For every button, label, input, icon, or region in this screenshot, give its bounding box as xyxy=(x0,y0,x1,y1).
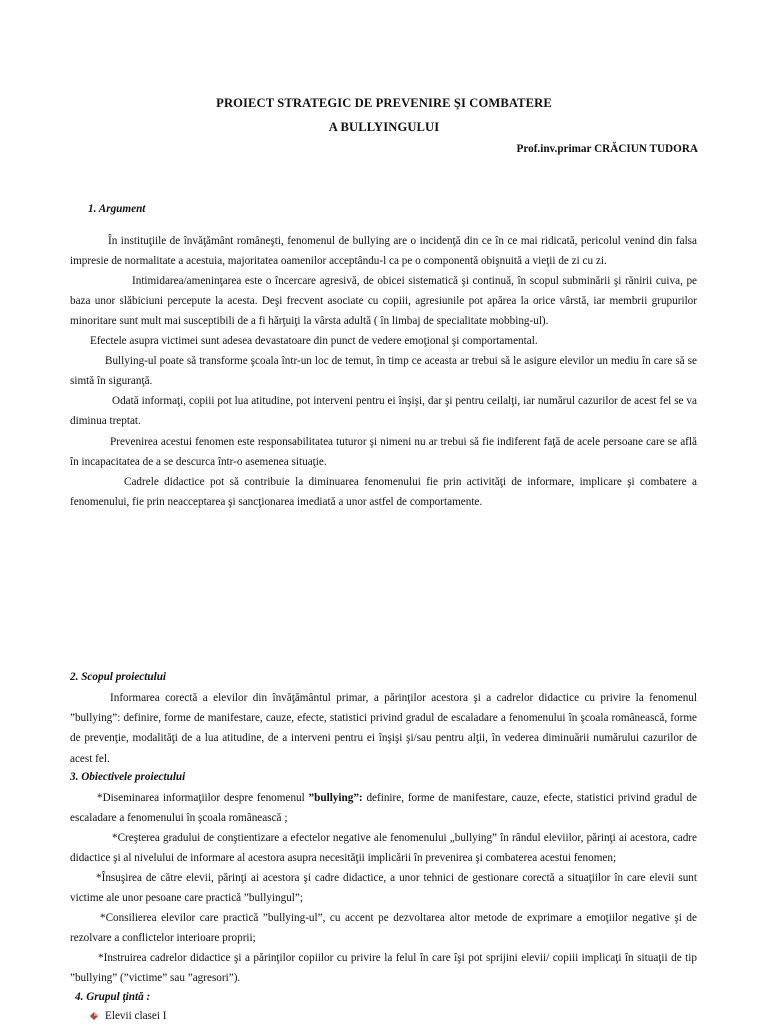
list-item xyxy=(90,1010,167,1022)
document-title-line2: A BULLYINGULUI xyxy=(328,120,440,134)
target-group-list xyxy=(90,1010,167,1022)
objective-1-rest: definire, forme de manifestare, cauze, efecte, statistici privind gradul de escaladare a fenomenului în şcoala românească ; xyxy=(70,792,697,824)
section1-paragraph-4: Bullying-ul poate să transforme şcoala într-un loc de temut, în timp ce aceasta ar trebui să le asigure elevilor un mediu în care să se simtă în siguranţă. xyxy=(70,355,697,388)
objective-1 xyxy=(70,789,697,828)
objective-2: *Creşterea gradului de conştientizare a efectelor negative ale fenomenului „bullying” în rândul eleviilor, părinţi ai acestora, cadre didactice şi al nivelului de informare al acestora asupra necesităţii implicării în prevenirea şi combaterea acestui fenomen; xyxy=(70,832,697,864)
section1-heading: 1. Argument xyxy=(88,203,146,215)
section1-paragraph-1: În instituţiile de învăţământ româneşti, fenomenul de bullying are o incidenţă din ce în ce mai ridicată, pericolul venind din falsa impresie de normalitate a acestuia, majoritatea oamenilor acceptându-l ca pe o componentă obişnuită a vieţii de zi cu zi. xyxy=(70,235,697,268)
multicolor-diamond-bullet-icon xyxy=(90,1012,98,1020)
section1-paragraph-6: Prevenirea acestui fenomen este responsabilitatea tuturor şi nimeni nu ar trebui să fie indiferent faţă de acele persoane care se află în incapacitatea de a se descurca într-o asemenea situaţie. xyxy=(70,436,697,469)
objective-1-prefix: *Diseminarea informaţiilor despre fenomenul xyxy=(97,792,309,804)
document-title-line1: PROIECT STRATEGIC DE PREVENIRE ŞI COMBATERE xyxy=(216,96,552,110)
section3-heading: 3. Obiectivele proiectului xyxy=(70,771,186,783)
section1-paragraph-7: Cadrele didactice pot să contribuie la diminuarea fenomenului fie prin activităţi de informare, implicare şi combatere a fenomenului, fie prin neacceptarea şi sancţionarea imediată a unor astfel de comportamente. xyxy=(70,476,697,509)
section1-paragraph-5: Odată informaţi, copiii pot lua atitudine, pot interveni pentru ei înşişi, dar şi pentru ceilalţi, iar numărul cazurilor de acest fel se va diminua treptat. xyxy=(70,395,697,428)
objective-3: *Însuşirea de către elevii, părinţi ai acestora şi cadre didactice, a unor tehnici de gestionare corectă a situaţiilor în care elevii sunt victime ale unor pesoane care practică ”bullyingul”; xyxy=(70,872,697,904)
objective-1-bold-term: ”bullying”: xyxy=(308,792,363,804)
objective-4: *Consilierea elevilor care practică ”bullying-ul”, cu accent pe dezvoltarea altor metode de exprimare a emoţiilor negative şi de rezolvare a conflictelor interioare proprii; xyxy=(70,912,697,944)
section4-heading: 4. Grupul ţintă : xyxy=(75,991,151,1003)
section2-paragraph: Informarea corectă a elevilor din învăţământul primar, a părinţilor acestora şi a cadrelor didactice cu privire la fenomenul ”bullying”: definire, forme de manifestare, cauze, efecte, statistici privind gradul de escaladare a fenomenului în şcoala românească, forme de prevenţie, modalităţi de a lua atitudine, de a interveni pentru ei înşişi şi/sau pentru alţii, în vederea diminuării numărului cazurilor de acest fel. xyxy=(70,692,697,765)
objective-5: *Instruirea cadrelor didactice şi a părinţilor copiilor cu privire la felul în care îşi pot sprijini elevii/ copiii implicaţi în situaţii de tip ”bullying” (”victime” sau ”agresori”). xyxy=(70,952,697,984)
section2-heading: 2. Scopul proiectului xyxy=(70,671,167,683)
list-item-label: Elevii clasei I xyxy=(105,1010,167,1022)
section1-paragraph-3: Efectele asupra victimei sunt adesea devastatoare din punct de vedere emoţional şi comportamental. xyxy=(90,335,538,347)
section1-paragraph-2: Intimidarea/ameninţarea este o încercare agresivă, de obicei sistematică şi continuă, în scopul subminării şi rănirii cuiva, pe baza unor slăbiciuni percepute la acesta. Deşi frecvent asociate cu copiii, agresiunile pot apărea la orice vârstă, iar membrii grupurilor minoritare sunt mult mai susceptibili de a fi hărţuiţi la vârsta adultă ( în limbaj de specialitate mobbing-ul). xyxy=(70,275,697,328)
author-line: Prof.inv.primar CRĂCIUN TUDORA xyxy=(516,143,698,155)
